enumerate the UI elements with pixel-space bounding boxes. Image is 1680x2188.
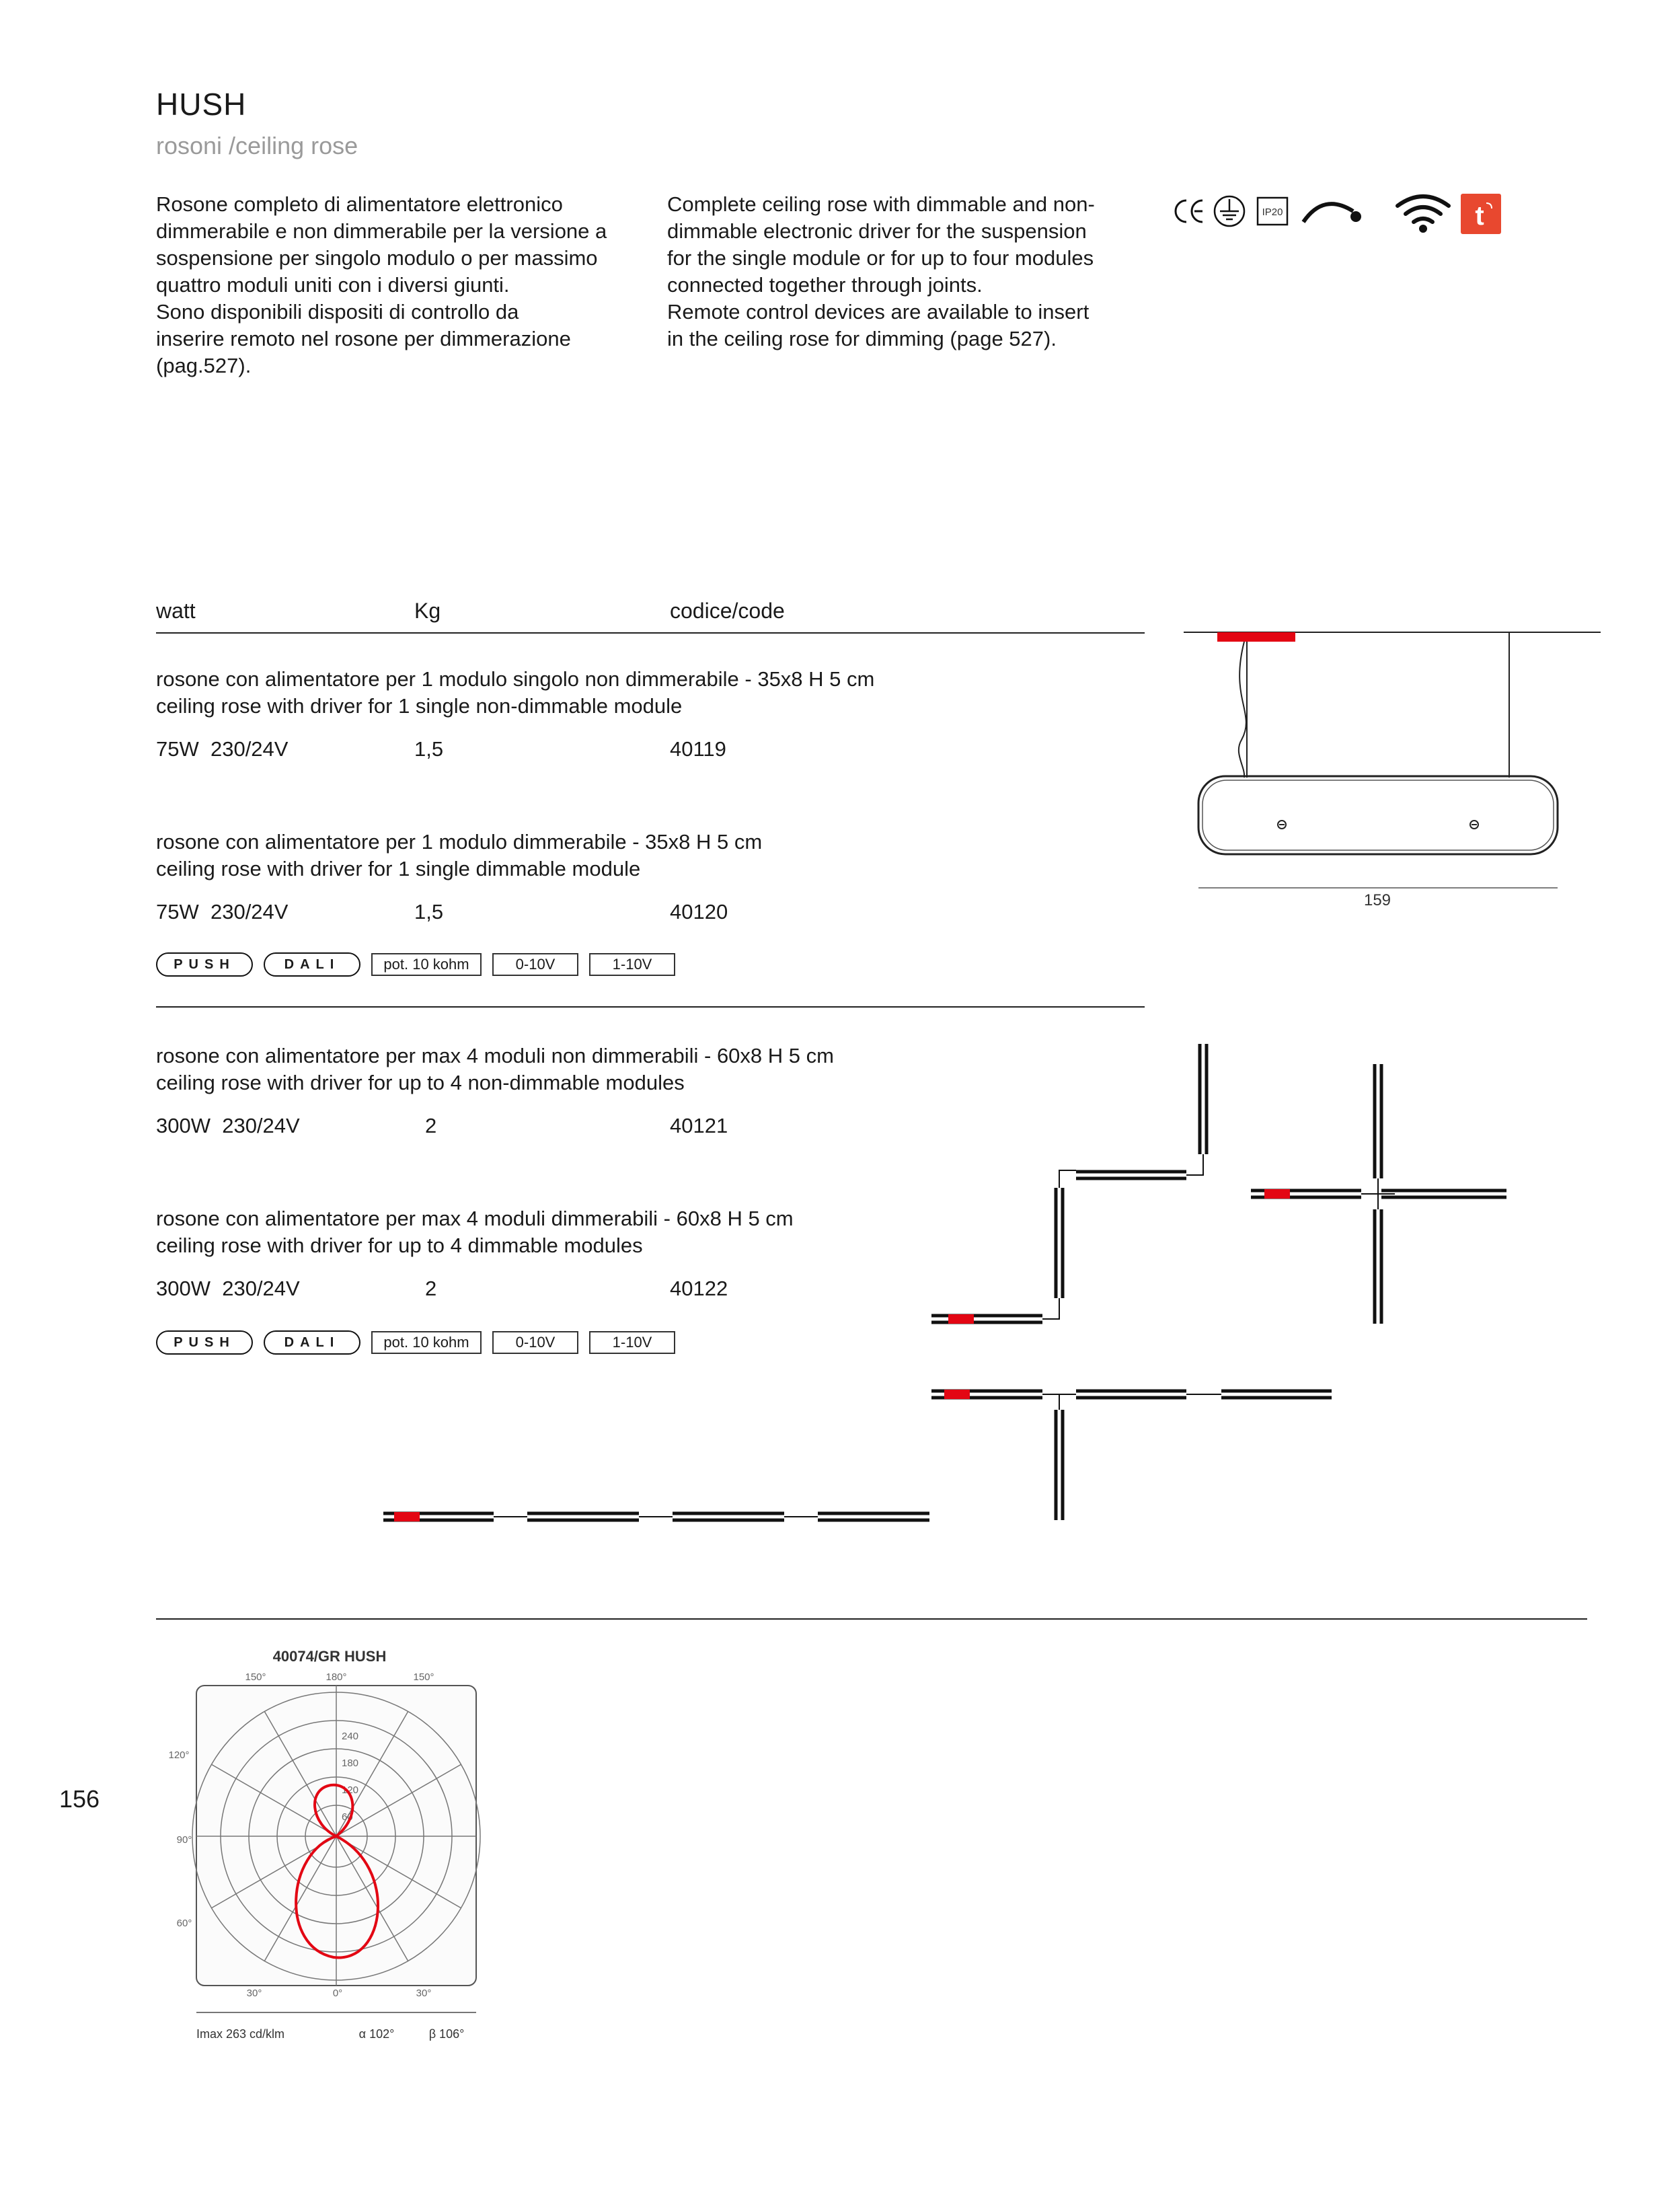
- product-watt: 300W 230/24V: [156, 1277, 300, 1300]
- product-kg: 1,5: [414, 900, 444, 923]
- product-kg: 1,5: [414, 737, 444, 761]
- suspension-side-drawing: [1177, 619, 1607, 915]
- ceiling-rose-red-marker: [948, 1314, 974, 1324]
- ring-label: 240: [342, 1731, 359, 1742]
- angle-label: 90°: [176, 1834, 192, 1846]
- product-code: 40119: [670, 737, 726, 761]
- product-kg: 2: [425, 1277, 437, 1300]
- intro-italian: Rosone completo di alimentatore elettronico dimmerabile e non dimmerabile per la versione a sospensione per singolo modulo o per massimo quattro moduli uniti con i diversi giunti. Sono disponibili dispositi di controllo da inserire remoto nel rosone per dimmerazione (pag.527).: [156, 192, 607, 377]
- intro-english: Complete ceiling rose with dimmable and non- dimmable electronic driver for the suspension for the single module or for up to four modules connected together through joints. Remote control devices are available to insert in the ceiling rose for dimming (page 527).: [667, 192, 1095, 350]
- dimmer-arc-icon: [1303, 204, 1361, 222]
- dali-badge: DALI: [264, 1330, 360, 1355]
- alpha-label: α 102°: [358, 2027, 395, 2041]
- l-shape-configuration: [931, 1044, 1207, 1322]
- ceiling-rose-red-marker: [1264, 1189, 1290, 1199]
- certification-icons: [1170, 188, 1506, 242]
- page-number: 156: [59, 1785, 100, 1813]
- product-watt: 75W 230/24V: [156, 737, 289, 761]
- push-badge: PUSH: [156, 952, 253, 977]
- product-desc-it: rosone con alimentatore per max 4 moduli non dimmerabili - 60x8 H 5 cm: [156, 1044, 834, 1067]
- angle-label: 180°: [326, 1671, 347, 1683]
- t-shape-configuration: [931, 1391, 1332, 1520]
- linear-configuration: [383, 1513, 929, 1520]
- product-code: 40120: [670, 900, 728, 923]
- product-desc-it: rosone con alimentatore per 1 modulo singolo non dimmerabile - 35x8 H 5 cm: [156, 667, 875, 691]
- pot-10kohm-badge: pot. 10 kohm: [371, 1331, 482, 1354]
- module-configuration-drawings: [363, 1029, 1533, 1534]
- control-badges: [156, 952, 675, 977]
- ip20-icon: [1258, 198, 1287, 225]
- wifi-icon: [1398, 196, 1449, 231]
- column-header-code: codice/code: [670, 599, 785, 623]
- photometric-diagram: [155, 1638, 504, 2055]
- ceiling-rose-red-marker: [944, 1390, 970, 1399]
- dimension-label: 159: [1363, 891, 1391, 909]
- svg-text:t: t: [1475, 201, 1484, 231]
- page-title: HUSH: [156, 87, 247, 122]
- ip20-label: IP20: [1262, 206, 1283, 218]
- pot-10kohm-badge: pot. 10 kohm: [371, 953, 482, 976]
- product-desc-en: ceiling rose with driver for up to 4 non-dimmable modules: [156, 1071, 685, 1094]
- angle-label: 30°: [246, 1988, 262, 1999]
- product-desc-it: rosone con alimentatore per max 4 moduli dimmerabili - 60x8 H 5 cm: [156, 1207, 794, 1230]
- dali-badge: DALI: [264, 952, 360, 977]
- beta-label: β 106°: [428, 2027, 465, 2041]
- column-header-kg: Kg: [414, 599, 441, 623]
- product-desc-en: ceiling rose with driver for 1 single dimmable module: [156, 857, 641, 880]
- imax-label: Imax 263 cd/klm: [196, 2027, 285, 2041]
- product-description: [156, 829, 762, 882]
- product-code: 40122: [670, 1277, 728, 1300]
- 1-10v-badge: 1-10V: [589, 1331, 675, 1354]
- ring-label: 120: [342, 1784, 359, 1796]
- section-divider: [156, 1006, 1145, 1008]
- angle-label: 0°: [332, 1988, 343, 1999]
- bottom-divider: [156, 1618, 1587, 1620]
- product-kg: 2: [425, 1114, 437, 1137]
- tuya-app-icon: [1461, 194, 1501, 234]
- header-divider: [156, 632, 1145, 634]
- product-description: [156, 666, 874, 720]
- product-desc-en: ceiling rose with driver for up to 4 dimmable modules: [156, 1234, 643, 1257]
- product-code: 40121: [670, 1114, 728, 1137]
- ground-icon: [1215, 196, 1244, 226]
- photometry-title: 40074/GR HUSH: [272, 1648, 387, 1665]
- angle-label: 120°: [168, 1749, 190, 1761]
- push-badge: PUSH: [156, 1330, 253, 1355]
- ring-label: 180: [342, 1758, 359, 1769]
- product-watt: 300W 230/24V: [156, 1114, 300, 1137]
- angle-label: 150°: [413, 1671, 434, 1683]
- column-header-watt: watt: [156, 599, 196, 623]
- ceiling-rose-red-marker: [394, 1512, 420, 1521]
- ring-label: 60: [342, 1811, 353, 1823]
- product-watt: 75W 230/24V: [156, 900, 289, 923]
- 0-10v-badge: 0-10V: [492, 953, 578, 976]
- 1-10v-badge: 1-10V: [589, 953, 675, 976]
- ce-mark-icon: [1176, 200, 1202, 222]
- ceiling-rose-red-marker: [1217, 632, 1295, 642]
- page-subtitle: rosoni /ceiling rose: [156, 132, 358, 159]
- 0-10v-badge: 0-10V: [492, 1331, 578, 1354]
- angle-label: 30°: [416, 1988, 432, 1999]
- angle-label: 60°: [176, 1918, 192, 1929]
- product-desc-en: ceiling rose with driver for 1 single non-dimmable module: [156, 694, 683, 718]
- angle-label: 150°: [245, 1671, 266, 1683]
- product-desc-it: rosone con alimentatore per 1 modulo dimmerabile - 35x8 H 5 cm: [156, 830, 763, 854]
